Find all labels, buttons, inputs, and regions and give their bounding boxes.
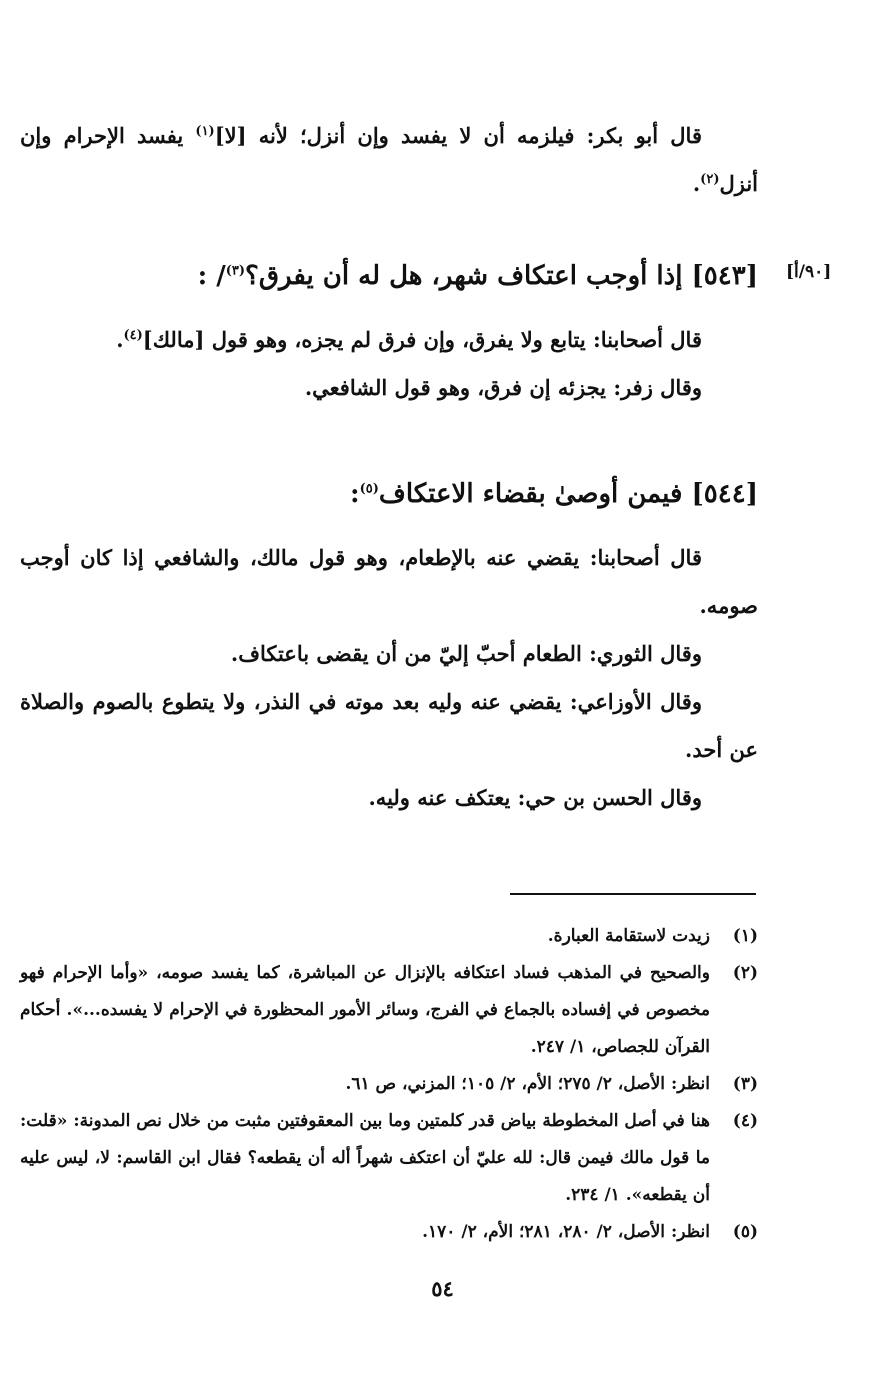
footnote-text: زيدت لاستقامة العبارة. [547,926,710,946]
intro-text-end: . [692,171,701,196]
section-544-heading-block [100,474,758,514]
section-544-heading-end: : [350,479,360,509]
section-543-heading [100,256,758,296]
footnote-ref-3[interactable]: (٣) [225,263,246,279]
footnote-number: (٥) [732,1222,758,1242]
footnote-text: انظر: الأصل، ٢/ ٢٨٠، ٢٨١؛ الأم، ٢/ ١٧٠. [422,1222,710,1242]
intro-paragraph [20,112,758,208]
section-543-paragraph-1 [40,316,758,364]
footnote-number: (٢) [732,963,758,983]
footnote-ref-2[interactable]: (٢) [700,172,720,187]
footnote-number: (١) [732,926,758,946]
footnote-2 [20,955,758,1066]
page-number: ٥٤ [431,1276,454,1301]
footnote-ref-5[interactable]: (٥) [359,481,379,497]
section-544-heading [100,474,758,514]
intro-text-a: قال أبو بكر: فيلزمه أن لا يفسد وإن أنزل؛ لأنه [لا] [214,123,702,148]
section-543-p1-end: . [116,327,124,352]
footnote-text: والصحيح في المذهب فساد اعتكافه بالإنزال عن المباشرة، كما يفسد صومه، «وأما الإحرام فهو مخصوص في إفساده بالجماع في الفرج، وسائر الأمور المحظورة في الإحرام لا يفسده...». أحكام القرآن للجصاص، ١/ ٢٤٧. [20,963,710,1057]
footnote-text: هنا في أصل المخطوطة بياض قدر كلمتين وما بين المعقوفتين مثبت من خلال نص المدونة: «قلت: ما قول مالك فيمن قال: لله عليّ أن اعتكف شهراً أله أن يقطعه؟ فقال ابن القاسم: لا، ليس عليه أن يقطعه». ١/ ٢٣٤. [20,1111,710,1205]
footnote-ref-4[interactable]: (٤) [123,328,143,343]
footnotes [20,918,758,1251]
section-544-paragraph-3: وقال الأوزاعي: يقضي عنه وليه بعد موته في النذر، ولا يتطوع بالصوم والصلاة عن أحد. [20,689,758,762]
intro-block [20,112,758,208]
footnote-4 [20,1103,758,1214]
section-544-paragraph-1: قال أصحابنا: يقضي عنه بالإطعام، وهو قول مالك، والشافعي إذا كان أوجب صومه. [20,545,758,618]
footnote-3 [20,1066,758,1103]
section-543-heading-end: / : [197,261,226,291]
footnote-5 [20,1214,758,1251]
section-543-body [40,316,758,412]
section-543-paragraph-2: وقال زفر: يجزئه إن فرق، وهو قول الشافعي. [304,375,702,400]
footnote-ref-1[interactable]: (١) [195,124,215,139]
footnote-number: (٣) [732,1074,758,1094]
section-543-heading-block [100,256,758,296]
intro-text-b: يفسد الإحرام وإن أنزل [20,123,758,196]
section-544-body [20,534,758,822]
footnote-separator [510,893,756,895]
section-544-paragraph-4: وقال الحسن بن حي: يعتكف عنه وليه. [368,785,702,810]
footnote-number: (٤) [732,1111,758,1131]
section-544-paragraph-2: وقال الثوري: الطعام أحبّ إليّ من أن يقضى باعتكاف. [230,641,702,666]
footnote-text: انظر: الأصل، ٢/ ٢٧٥؛ الأم، ٢/ ١٠٥؛ المزني، ص ٦١. [345,1074,710,1094]
section-543-heading-text: [٥٤٣] إذا أوجب اعتكاف شهر، هل له أن يفرق؟ [245,261,758,291]
section-544-heading-text: [٥٤٤] فيمن أوصىٰ بقضاء الاعتكاف [378,479,758,509]
manuscript-folio-ref: [٩٠/أ] [786,262,832,282]
footnote-1 [20,918,758,955]
section-543-p1-text: قال أصحابنا: يتابع ولا يفرق، وإن فرق لم يجزه، وهو قول [مالك] [142,327,702,352]
